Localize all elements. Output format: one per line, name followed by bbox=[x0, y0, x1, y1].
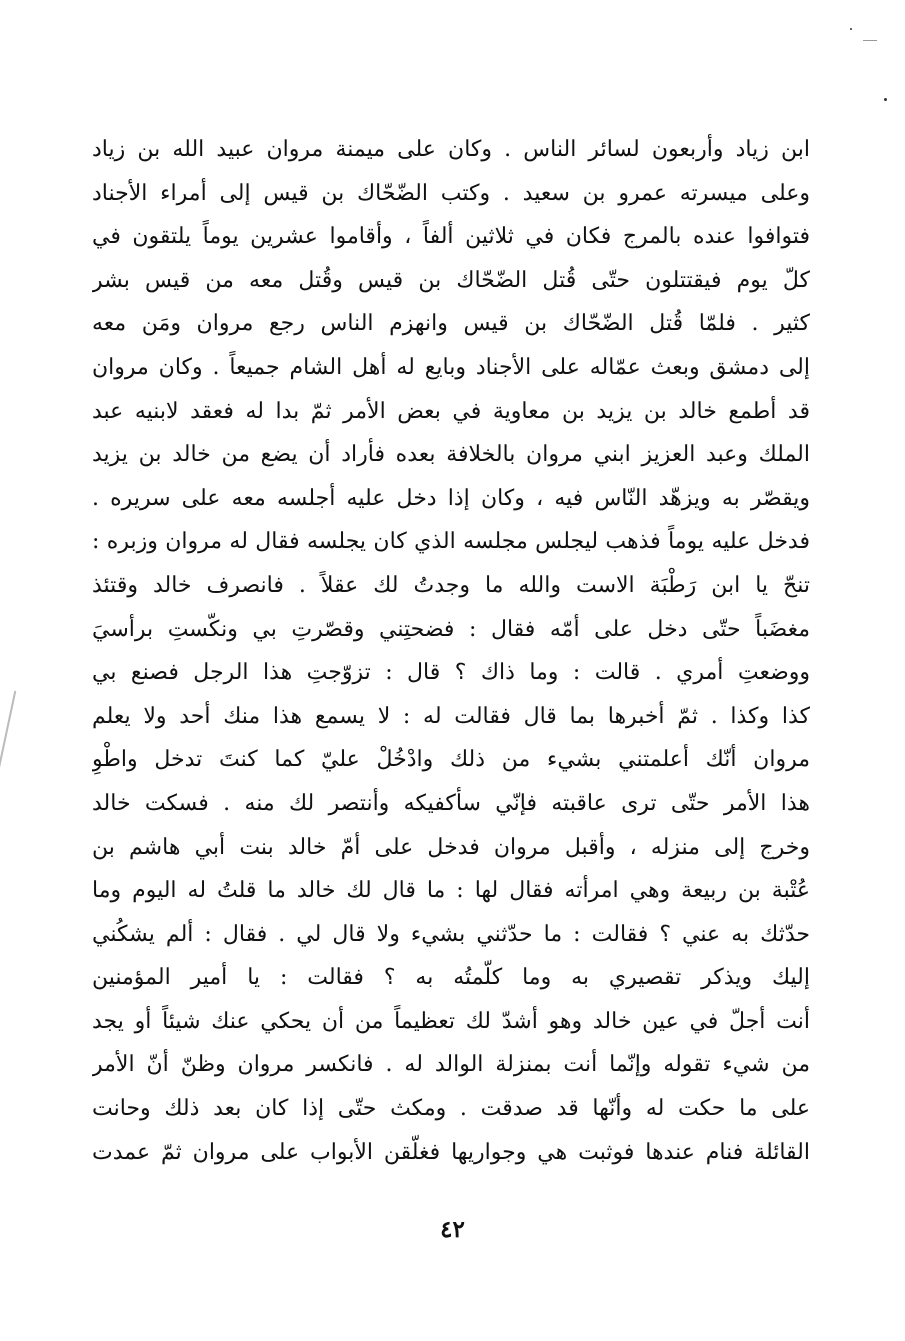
scan-speck bbox=[884, 98, 887, 101]
body-text bbox=[92, 128, 810, 1174]
text-line: مروان أنّك أعلمتني بشيء من ذلك وادْخُلْ عليّ كما كنتَ تدخل واطْوِ bbox=[92, 747, 810, 773]
text-line: فتوافوا عنده بالمرج فكان في ثلاثين ألفاً ، وأقاموا عشرين يوماً يلتقون في bbox=[92, 224, 810, 250]
text-line: كذا وكذا . ثمّ أخبرها بما قال فقالت له : لا يسمع هذا منك أحد ولا يعلم bbox=[92, 703, 810, 729]
scan-mark bbox=[863, 40, 877, 41]
text-line: فدخل عليه يوماً فذهب ليجلس مجلسه الذي كان يجلسه فقال له مروان وزبره : bbox=[92, 529, 810, 555]
text-line: وخرج إلى منزله ، وأقبل مروان فدخل على أمّ خالد بنت أبي هاشم بن bbox=[92, 834, 810, 860]
text-line: قد أطمع خالد بن يزيد بن معاوية في بعض الأمر ثمّ بدا له فعقد لابنيه عبد bbox=[92, 398, 810, 424]
text-line: الملك وعبد العزيز ابني مروان بالخلافة بعده فأراد أن يضع من خالد بن يزيد bbox=[92, 442, 810, 468]
text-line: كلّ يوم فيقتتلون حتّى قُتل الضّحّاك بن قيس وقُتل معه من قيس بشر bbox=[92, 267, 810, 293]
text-line: هذا الأمر حتّى ترى عاقبته فإنّي سأكفيكه وأنتصر لك منه . فسكت خالد bbox=[92, 790, 810, 816]
text-line: تنحّ يا ابن رَطْبَة الاست والله ما وجدتُ لك عقلاً . فانصرف خالد وقتئذ bbox=[92, 572, 810, 598]
text-line: إليك ويذكر تقصيري به وما كلّمتُه به ؟ فقالت : يا أمير المؤمنين bbox=[92, 965, 810, 991]
scan-speck bbox=[850, 28, 852, 30]
text-line: من شيء تقوله وإنّما أنت بمنزلة الوالد له . فانكسر مروان وظنّ أنّ الأمر bbox=[92, 1052, 810, 1078]
text-line: أنت أجلّ في عين خالد وهو أشدّ لك تعظيماً من أن يحكي عنك شيئاً أو يجد bbox=[92, 1008, 810, 1034]
text-line: مغضَباً حتّى دخل على أمّه فقال : فضحتِني وقصّرتِ بي ونكّستِ برأسيَ bbox=[92, 616, 810, 642]
text-line: القائلة فنام عندها فوثبت هي وجواريها فغلّقن الأبواب على مروان ثمّ عمدت bbox=[92, 1139, 810, 1165]
margin-scan-mark bbox=[0, 691, 16, 770]
text-line: حدّثك به عني ؟ فقالت : ما حدّثني بشيء ولا قال لي . فقال : ألم يشكُني bbox=[92, 921, 810, 947]
text-line: عُتْبة بن ربيعة وهي امرأته فقال لها : ما قال لك خالد ما قلتُ له اليوم وما bbox=[92, 878, 810, 904]
text-line: إلى دمشق وبعث عمّاله على الأجناد وبايع له أهل الشام جميعاً . وكان مروان bbox=[92, 354, 810, 380]
page-number: ٤٢ bbox=[440, 1216, 465, 1243]
text-line: ويقصّر به ويزهّد النّاس فيه ، وكان إذا دخل عليه أجلسه معه على سريره . bbox=[92, 485, 810, 511]
text-line: على ما حكت له وأنّها قد صدقت . ومكث حتّى إذا كان بعد ذلك وحانت bbox=[92, 1096, 810, 1122]
text-line: ووضعتِ أمري . قالت : وما ذاك ؟ قال : تزوّجتِ هذا الرجل فصنع بي bbox=[92, 660, 810, 686]
text-line: وعلى ميسرته عمرو بن سعيد . وكتب الضّحّاك بن قيس إلى أمراء الأجناد bbox=[92, 180, 810, 206]
text-line: كثير . فلمّا قُتل الضّحّاك بن قيس وانهزم الناس رجع مروان ومَن معه bbox=[92, 311, 810, 337]
text-line: ابن زياد وأربعون لسائر الناس . وكان على ميمنة مروان عبيد الله بن زياد bbox=[92, 137, 810, 162]
